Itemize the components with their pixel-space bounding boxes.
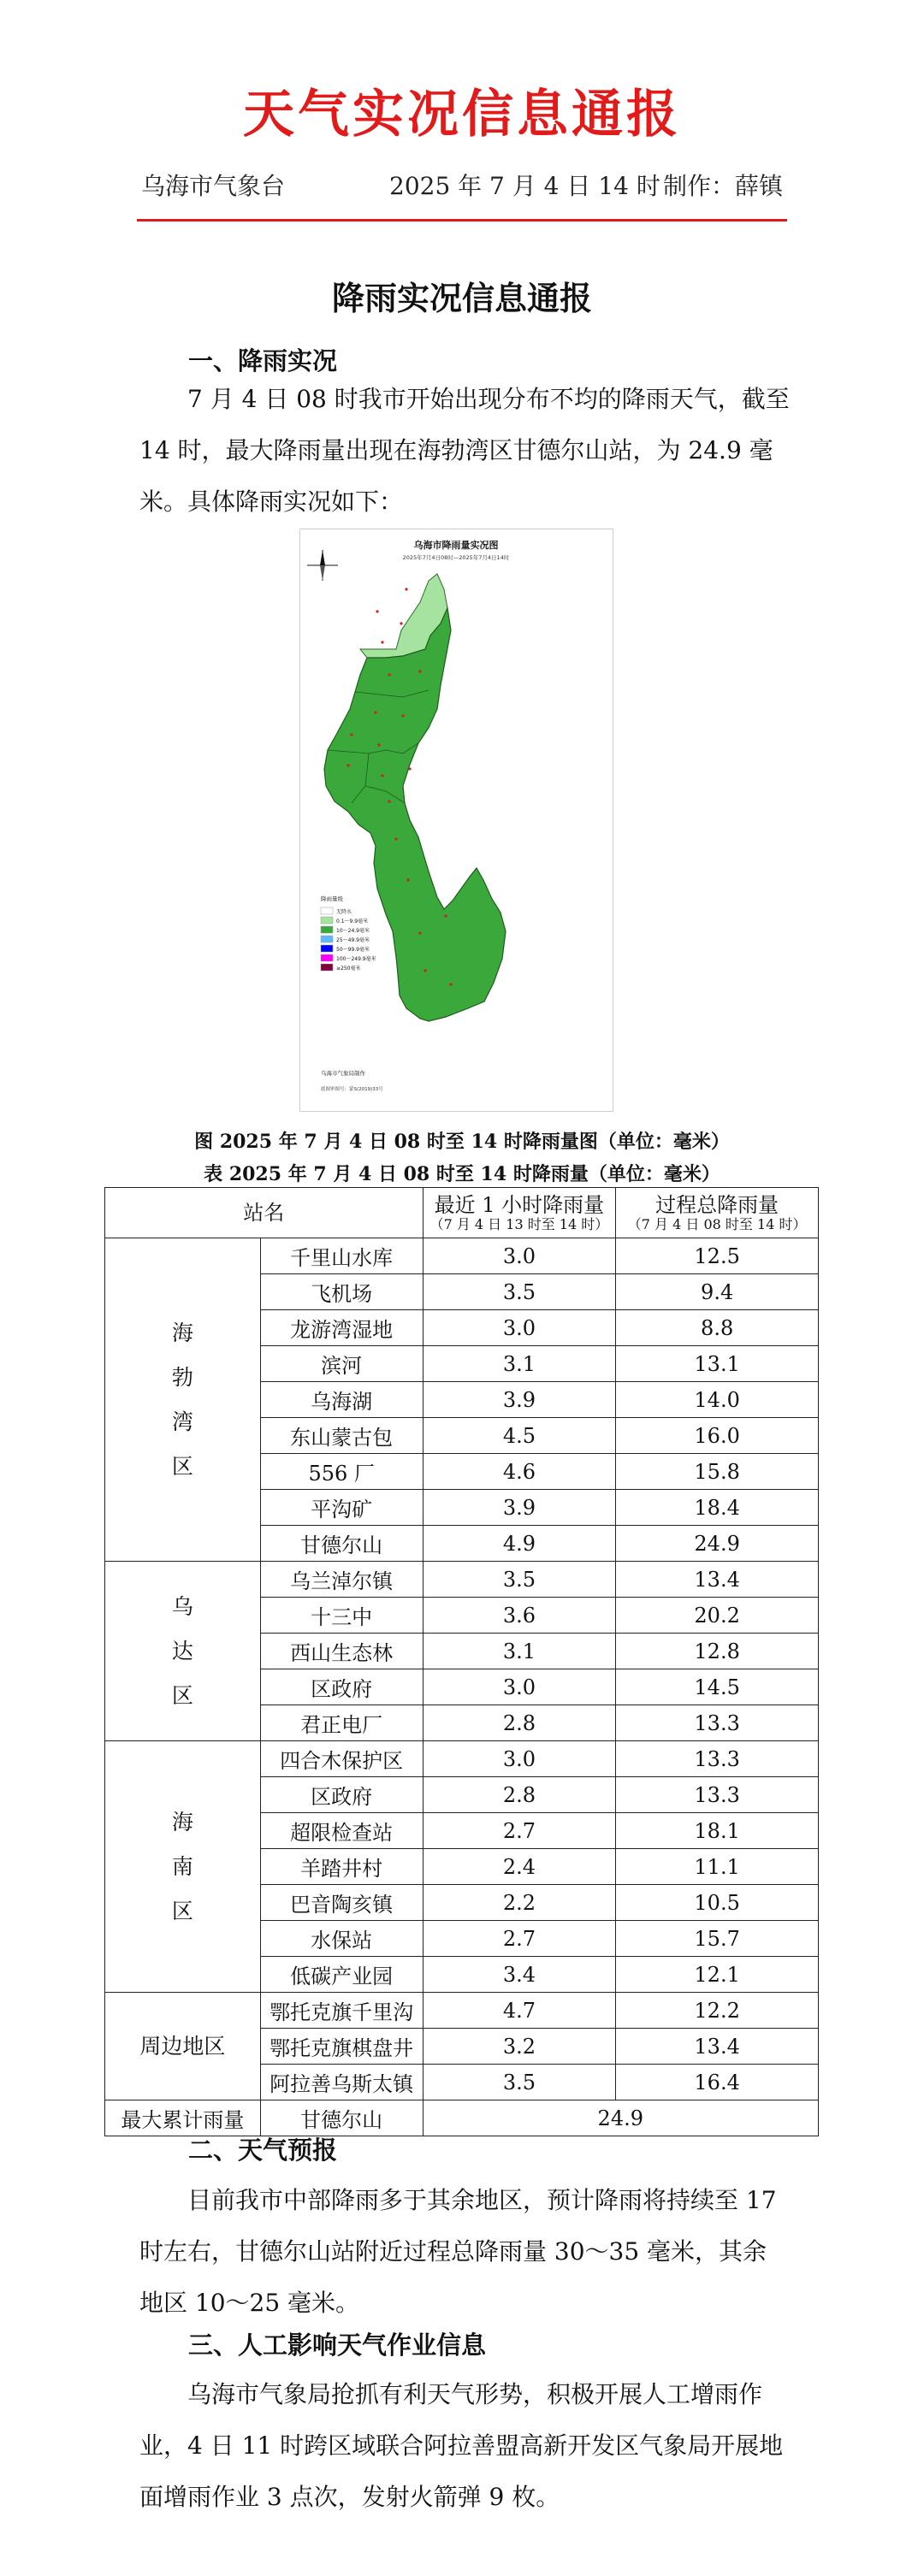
table-row [105, 1238, 819, 1274]
header-station: 站名 [105, 1188, 424, 1238]
hourly-rain-cell: 3.9 [423, 1490, 616, 1526]
table-row [105, 1993, 819, 2029]
rainfall-table [104, 1187, 819, 2136]
section-3-paragraph: 乌海市气象局抢抓有利天气形势，积极开展人工增雨作业，4 日 11 时跨区域联合阿拉善盟高新开发区气象局开展地面增雨作业 3 点次，发射火箭弹 9 枚。 [139, 2380, 784, 2511]
legend-swatch [321, 936, 333, 942]
map-subtitle: 2025年7月4日08时—2025年7月4日14时 [402, 554, 510, 561]
north-arrow-icon [307, 550, 338, 581]
total-rain-cell: 13.4 [616, 1562, 819, 1598]
station-cell: 甘德尔山 [260, 1526, 423, 1562]
hourly-rain-cell: 3.5 [423, 1274, 616, 1310]
issue-info-line [141, 168, 787, 202]
station-cell: 乌兰淖尔镇 [260, 1562, 423, 1598]
station-cell: 区政府 [260, 1669, 423, 1705]
station-cell: 飞机场 [260, 1274, 423, 1310]
masthead-title: 天气实况信息通报 [243, 85, 681, 145]
total-rain-cell: 15.8 [616, 1454, 819, 1490]
station-cell: 千里山水库 [260, 1238, 423, 1274]
hourly-rain-cell: 4.5 [423, 1418, 616, 1454]
legend-label: 50～99.9毫米 [336, 947, 370, 953]
total-rain-cell: 16.0 [616, 1418, 819, 1454]
rainfall-map [299, 529, 613, 1112]
legend-swatch [321, 954, 333, 961]
total-rain-cell: 14.0 [616, 1382, 819, 1418]
total-rain-cell: 13.3 [616, 1777, 819, 1813]
hourly-rain-cell: 4.6 [423, 1454, 616, 1490]
legend-label: ≥250毫米 [336, 966, 361, 972]
total-rain-cell: 10.5 [616, 1885, 819, 1921]
figure-caption: 图 2025 年 7 月 4 日 08 时至 14 时降雨量图（单位：毫米） [194, 1131, 730, 1153]
map-legend [321, 895, 376, 972]
hourly-rain-cell: 2.7 [423, 1813, 616, 1849]
total-rain-cell: 15.7 [616, 1921, 819, 1957]
station-cell: 西山生态林 [260, 1634, 423, 1669]
hourly-rain-cell: 3.2 [423, 2029, 616, 2065]
station-cell: 十三中 [260, 1598, 423, 1634]
legend-title: 降雨量级 [321, 895, 343, 902]
legend-swatch [321, 917, 333, 924]
station-cell: 滨河 [260, 1346, 423, 1382]
legend-label: 无降水 [336, 909, 352, 915]
station-cell: 区政府 [260, 1777, 423, 1813]
section-3-heading: 三、人工影响天气作业信息 [188, 2331, 487, 2360]
station-cell: 556 厂 [260, 1454, 423, 1490]
table-row [105, 1562, 819, 1598]
station-cell: 水保站 [260, 1921, 423, 1957]
hourly-rain-cell: 4.9 [423, 1526, 616, 1562]
total-rain-cell: 9.4 [616, 1274, 819, 1310]
total-rain-cell: 12.2 [616, 1993, 819, 2029]
hourly-rain-cell: 3.6 [423, 1598, 616, 1634]
station-cell: 乌海湖 [260, 1382, 423, 1418]
total-rain-cell: 13.1 [616, 1346, 819, 1382]
map-producer: 乌海市气象局制作 [321, 1070, 365, 1077]
hourly-rain-cell: 3.1 [423, 1634, 616, 1669]
district-cell: 海 勃 湾 区 [105, 1238, 261, 1562]
legend-label: 25～49.9毫米 [336, 937, 370, 943]
hourly-rain-cell: 3.0 [423, 1310, 616, 1346]
district-cell: 周边地区 [105, 1993, 261, 2100]
station-cell: 羊踏井村 [260, 1849, 423, 1885]
issuer: 乌海市气象台 [141, 172, 286, 200]
total-rain-cell: 8.8 [616, 1310, 819, 1346]
total-rain-cell: 14.5 [616, 1669, 819, 1705]
station-cell: 阿拉善乌斯太镇 [260, 2065, 423, 2100]
total-rain-cell: 13.3 [616, 1705, 819, 1741]
legend-label: 0.1～9.9毫米 [336, 919, 369, 925]
legend-swatch [321, 926, 333, 933]
max-rain-station: 甘德尔山 [260, 2100, 423, 2136]
hourly-rain-cell: 3.4 [423, 1957, 616, 1993]
max-rain-value: 24.9 [423, 2100, 818, 2136]
hourly-rain-cell: 2.2 [423, 1885, 616, 1921]
document-title: 降雨实况信息通报 [331, 279, 592, 317]
station-cell: 超限检查站 [260, 1813, 423, 1849]
hourly-rain-cell: 2.7 [423, 1921, 616, 1957]
table-row [105, 1741, 819, 1777]
hourly-rain-cell: 3.0 [423, 1669, 616, 1705]
issue-datetime: 2025 年 7 月 4 日 14 时 [389, 172, 660, 200]
legend-label: 10～24.9毫米 [336, 928, 370, 934]
hourly-rain-cell: 3.5 [423, 2065, 616, 2100]
map-title: 乌海市降雨量实况图 [413, 540, 499, 551]
legend-swatch [321, 964, 333, 971]
station-cell: 君正电厂 [260, 1705, 423, 1741]
district-cell: 海 南 区 [105, 1741, 261, 1993]
station-cell: 平沟矿 [260, 1490, 423, 1526]
station-cell: 四合木保护区 [260, 1741, 423, 1777]
total-rain-cell: 16.4 [616, 2065, 819, 2100]
total-rain-cell: 12.8 [616, 1634, 819, 1669]
section-2-paragraph: 目前我市中部降雨多于其余地区，预计降雨将持续至 17 时左右，甘德尔山站附近过程总降雨量 30～35 毫米，其余地区 10～25 毫米。 [139, 2186, 777, 2317]
section-1-heading: 一、降雨实况 [188, 346, 338, 375]
total-rain-cell: 13.4 [616, 2029, 819, 2065]
max-rain-label: 最大累计雨量 [105, 2100, 261, 2136]
total-rain-cell: 20.2 [616, 1598, 819, 1634]
header-total-rain: 过程总降雨量 （7 月 4 日 08 时至 14 时） [616, 1188, 819, 1238]
hourly-rain-cell: 3.1 [423, 1346, 616, 1382]
district-cell: 乌 达 区 [105, 1562, 261, 1741]
red-divider [137, 219, 787, 222]
total-rain-cell: 11.1 [616, 1849, 819, 1885]
hourly-rain-cell: 3.0 [423, 1741, 616, 1777]
total-rain-cell: 12.5 [616, 1238, 819, 1274]
header-hourly-rain: 最近 1 小时降雨量 （7 月 4 日 13 时至 14 时） [423, 1188, 616, 1238]
total-rain-cell: 18.4 [616, 1490, 819, 1526]
section-1-paragraph: 7 月 4 日 08 时我市开始出现分布不均的降雨天气，截至 14 时，最大降雨量出现在海勃湾区甘德尔山站，为 24.9 毫米。具体降雨实况如下： [139, 385, 790, 516]
author: 制作：薛镇 [663, 172, 784, 200]
hourly-rain-cell: 2.4 [423, 1849, 616, 1885]
hourly-rain-cell: 3.5 [423, 1562, 616, 1598]
total-rain-cell: 12.1 [616, 1957, 819, 1993]
table-header-row [105, 1188, 819, 1238]
hourly-rain-cell: 3.0 [423, 1238, 616, 1274]
total-rain-cell: 13.3 [616, 1741, 819, 1777]
station-cell: 鄂托克旗棋盘井 [260, 2029, 423, 2065]
station-cell: 低碳产业园 [260, 1957, 423, 1993]
station-cell: 鄂托克旗千里沟 [260, 1993, 423, 2029]
legend-label: 100～249.9毫米 [336, 956, 376, 962]
section-2-heading: 二、天气预报 [188, 2136, 338, 2165]
hourly-rain-cell: 4.7 [423, 1993, 616, 2029]
station-cell: 东山蒙古包 [260, 1418, 423, 1454]
hourly-rain-cell: 2.8 [423, 1705, 616, 1741]
legend-swatch [321, 945, 333, 952]
legend-swatch [321, 907, 333, 914]
total-rain-cell: 24.9 [616, 1526, 819, 1562]
station-cell: 巴音陶亥镇 [260, 1885, 423, 1921]
table-caption: 表 2025 年 7 月 4 日 08 时至 14 时降雨量（单位：毫米） [204, 1163, 720, 1185]
hourly-rain-cell: 3.9 [423, 1382, 616, 1418]
map-approval-number: 底图审图号：蒙S(2019)33号 [321, 1087, 383, 1092]
total-rain-cell: 18.1 [616, 1813, 819, 1849]
hourly-rain-cell: 2.8 [423, 1777, 616, 1813]
station-cell: 龙游湾湿地 [260, 1310, 423, 1346]
